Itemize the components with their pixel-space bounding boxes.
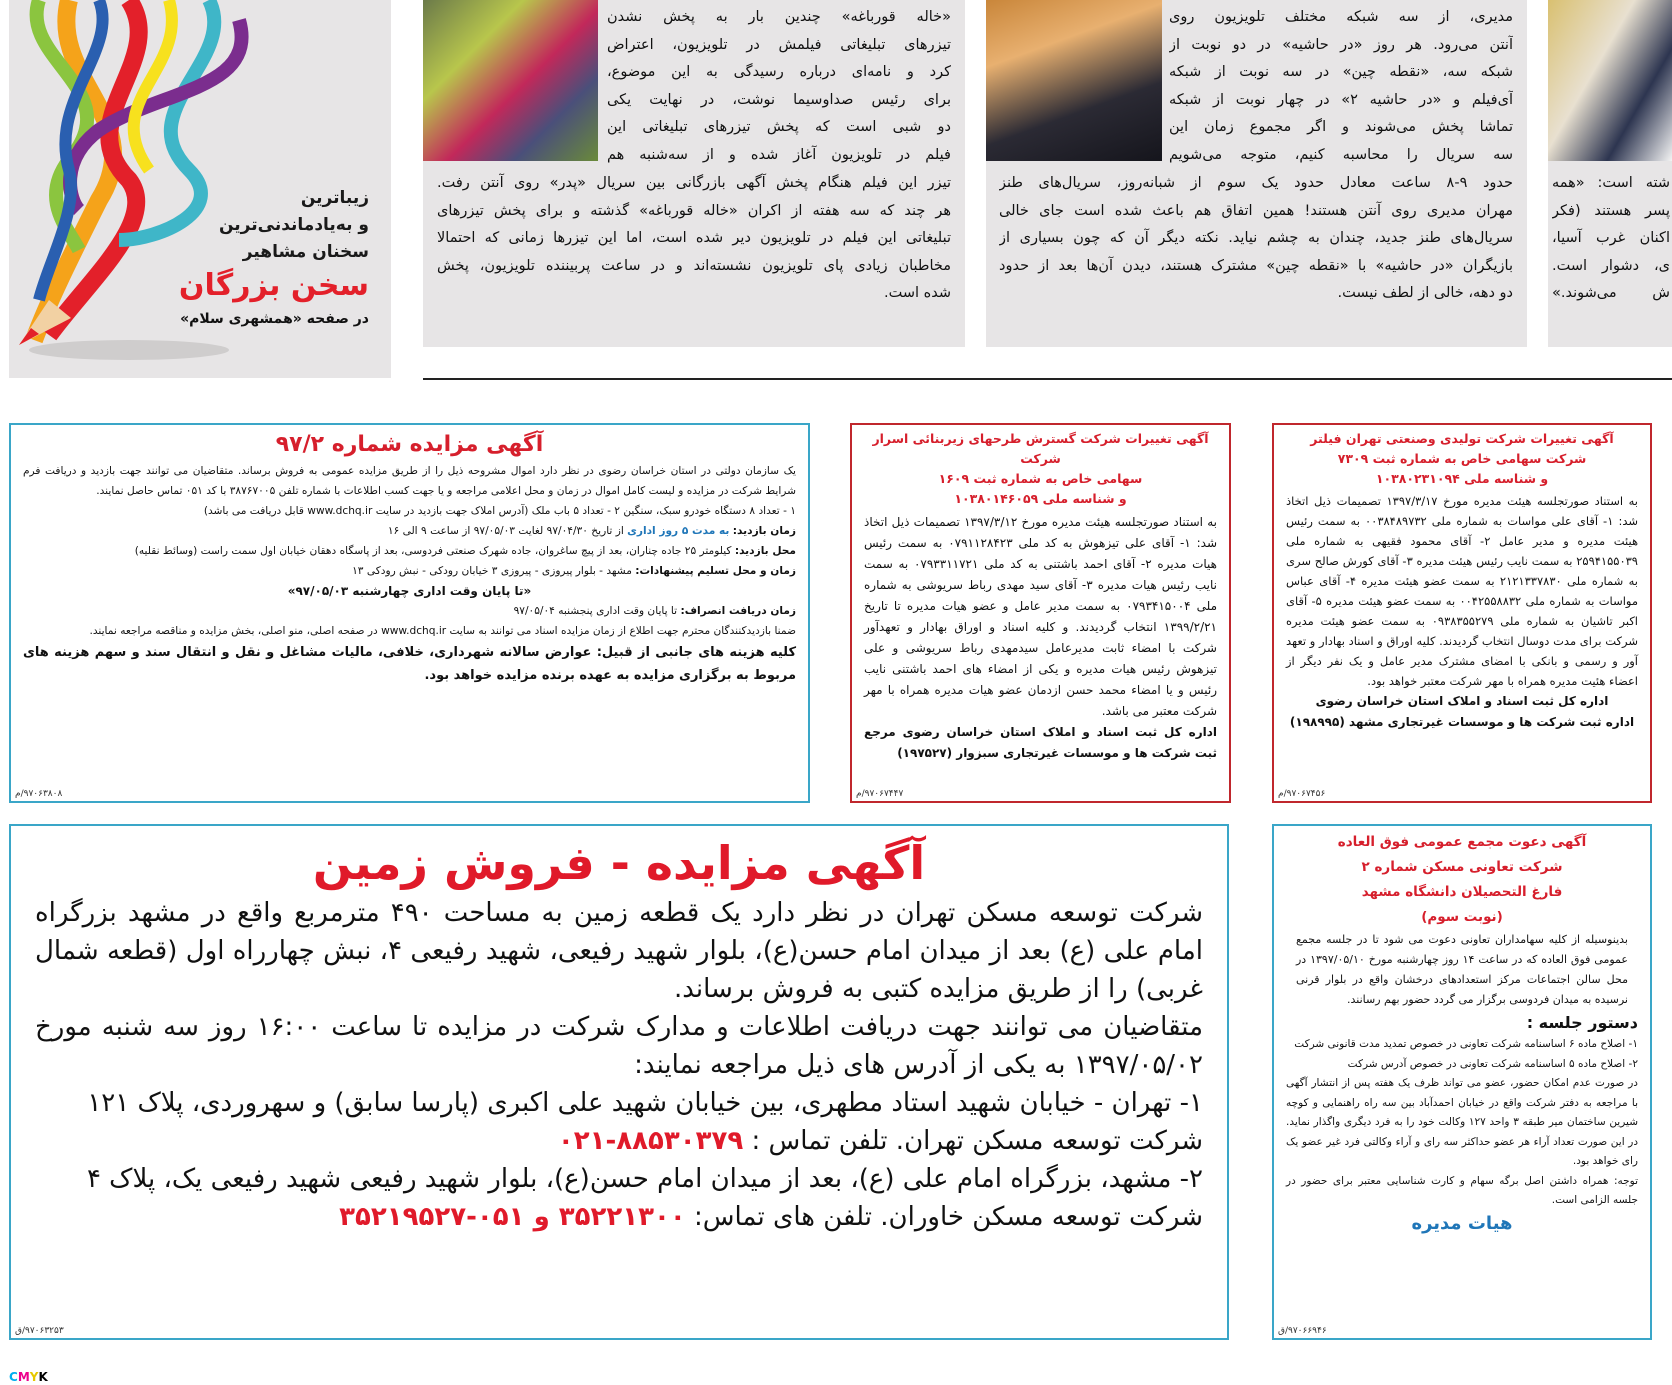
article-line: برای رئیس صداوسیما نوشت، در نهایت یکی	[607, 91, 951, 108]
article-line: مهران مدیری روی آنتن هستند! همین اتفاق هم باعث شده است جای خالی	[999, 202, 1513, 219]
promo-brand: سخن بزرگان	[178, 268, 369, 303]
text-block	[1552, 170, 1670, 308]
text-block	[437, 170, 951, 280]
article-line: تیزر این فیلم هنگام پخش آگهی بازرگانی بین سریال «پدر» روی آنتن رفت.	[437, 175, 951, 191]
value: تا پایان وقت اداری پنجشنبه ۹۷/۰۵/۰۴	[513, 605, 678, 617]
ad-title-line: سهامی خاص به شماره ثبت ۱۶۰۹	[938, 471, 1143, 486]
article-line: شبکه سه، «نقطه چین» در سه نوبت از شبکه	[1169, 64, 1513, 81]
ad-paragraph: متقاضیان می توانند جهت دریافت اطلاعات و مدارک شرکت در مزایده تا ساعت ۱۶:۰۰ روز سه شنبه مورخ ۱۳۹۷/۰۵/۰۲ به یکی از آدرس های ذیل مراجعه نمایند:	[35, 1012, 1203, 1080]
phone-number: ۰۲۱-۸۸۵۳۰۳۷۹	[557, 1126, 744, 1156]
ad-code: ۹۷۰۶۳۸۰۸/م	[15, 789, 63, 799]
ad-paragraph: شرکت توسعه مسکن تهران در نظر دارد یک قطعه زمین به مساحت ۴۹۰ مترمربع واقع در مشهد بزرگراه امام علی (ع) بعد از میدان امام حسن(ع)، بلوار شهید رفیعی، شهید رفیعی ۴، نبش چهارراه اول (قطعه شمال غربی) را از طریق مزایده کتبی به فروش برساند.	[35, 898, 1203, 1004]
article-line: حدود ۹-۸ ساعت معادل حدود یک سوم از شبانه‌روز، سریال‌های طنز	[999, 175, 1513, 191]
promo-line: و به‌یادماندنی‌ترین	[218, 215, 369, 235]
label: زمان دریافت انصراف:	[680, 605, 796, 617]
article-photo-portrait	[986, 0, 1162, 161]
ad-title-line: شرکت تعاونی مسکن شماره ۲	[1361, 859, 1563, 875]
ad-land-auction	[9, 824, 1229, 1340]
ad-title-line: آگهی تغییرات شرکت تولیدی وصنعتی تهران فیلتر	[1310, 431, 1614, 446]
ad-company-changes-tehran-filter	[1272, 423, 1652, 803]
black-mark: K	[38, 1370, 48, 1384]
yellow-mark: Y	[29, 1370, 39, 1384]
promo-text	[179, 185, 369, 332]
ad-footer-line: اداره ثبت شرکت ها و موسسات غیرتجاری مشهد (۱۹۸۹۹۵)	[1289, 715, 1635, 729]
cyan-mark: C	[9, 1370, 18, 1384]
article-photo-frogs	[423, 0, 598, 161]
ad-costs: کلیه هزینه های جانبی از قبیل: عوارض سالانه شهرداری، خلافی، مالیات مشاغل و نقل و انتقال سند و سهم هزینه های مربوط به برگزاری مزایده به عهده برنده مزایده خواهد بود.	[23, 645, 796, 683]
text-block	[1286, 1035, 1638, 1211]
promo-line: زیباترین	[300, 188, 369, 208]
ad-company-changes-sabzevar	[850, 423, 1231, 803]
ad-address: ۲- مشهد، بزرگراه امام علی (ع)، بعد از میدان امام حسن(ع)، بلوار شهید رفیعی شهید رفیعی یک، پلاک ۴	[86, 1164, 1203, 1194]
text-block	[607, 4, 951, 170]
article-line: سریال‌های طنز جدید، چندان به چشم نیاید. نکته دیگر آن که چون بسیاری از	[999, 230, 1513, 247]
ad-note: ضمنا بازدیدکنندگان محترم جهت اطلاع از زمان مزایده اسناد می توانند به سایت www.dchq.ir در صفحه اصلی، منو اصلی، بخش مزایده و مناقصه مراجعه نمایند.	[89, 625, 796, 637]
article-photo-cartoon	[1548, 0, 1672, 161]
article-line: فیلم در تلویزیون آغاز شده و از سه‌شنبه هم	[607, 146, 951, 163]
article-line: تیزرهای تبلیغاتی فیلمش در تلویزیون، اعتراض	[607, 36, 951, 53]
ad-intro: یک سازمان دولتی در استان خراسان رضوی در نظر دارد اموال مشروحه ذیل را از طریق مزایده عمومی به فروش برساند. متقاضیان می توانند جهت بازدید و دریافت فرم شرایط شرکت در مزایده و لیست کامل اموال در زمان و محل اعلامی مراجعه و یا جهت کسب اطلاعات با شماره تلفن ۳۸۷۶۷۰۰۵ با کد ۰۵۱ تماس حاصل نمایند.	[23, 465, 796, 497]
contact-label: شرکت توسعه مسکن خاوران. تلفن های تماس:	[694, 1202, 1203, 1232]
article-line: دو دهه، خالی از لطف نیست.	[1337, 285, 1513, 301]
article-line: پسر هستند (فکر	[1552, 202, 1670, 219]
promo-footer: در صفحه «همشهری سلام»	[180, 311, 369, 327]
text-block	[1286, 429, 1638, 489]
agenda-item: توجه: همراه داشتن اصل برگه سهام و کارت شناسایی معتبر برای حضور در جلسه الزامی است.	[1286, 1174, 1638, 1206]
label: زمان و محل تسلیم پیشنهادات:	[635, 565, 796, 577]
article-line: «خاله قورباغه» چندین بار به پخش نشدن	[607, 9, 951, 25]
text-block	[1286, 691, 1638, 733]
article-line: شده است.	[884, 285, 951, 301]
ad-items: ۱ - تعداد ۸ دستگاه خودرو سبک، سنگین ۲ - تعداد ۵ باب ملک (آدرس املاک جهت بازدید در سایت www.dchq.ir قابل دریافت می باشد)	[203, 505, 796, 517]
text-block	[1286, 830, 1638, 930]
article-line: ش می‌شوند.»	[1552, 285, 1670, 302]
article-line: تماشا پخش می‌شوند و اگر مجموع زمان این	[1169, 119, 1513, 136]
ad-title-line: شرکت سهامی خاص به شماره ثبت ۷۳۰۹	[1337, 451, 1587, 466]
label: محل بازدید:	[734, 545, 796, 557]
ad-auction-97-2	[9, 423, 810, 803]
ad-title: آگهی مزایده شماره ۹۷/۲	[275, 432, 544, 457]
article-line: دو شبی است که پخش تیزرهای تبلیغاتی این	[607, 119, 951, 136]
article-line: آنتن می‌رود. هر روز «در حاشیه» در دو نوبت از	[1169, 36, 1513, 53]
text-block	[179, 185, 369, 266]
article-khaleh-ghorbagheh	[423, 0, 965, 347]
article-line: تبلیغاتی این فیلم در تلویزیون دیر شده است، اما این تیزرها زمانی که احتمالا	[437, 230, 951, 247]
text-block	[999, 170, 1513, 280]
ad-deadline: «تا پایان وقت اداری چهارشنبه ۹۷/۰۵/۰۳»	[287, 584, 532, 598]
text-block	[864, 429, 1217, 509]
ad-body: بدینوسیله از کلیه سهامداران تعاونی دعوت می شود تا در جلسه مجمع عمومی فوق العاده که در ساعت ۱۴ روز چهارشنبه مورخ ۱۳۹۷/۰۵/۱۰ در محل سالن اجتماعات مرکز استعدادهای درخشان واقع در بلوار قرنی نرسیده به میدان فردوسی برگزار می گردد حضور بهم رسانند.	[1296, 933, 1628, 1006]
agenda-item: در صورت عدم امکان حضور، عضو می تواند ظرف یک هفته پس از انتشار آگهی با مراجعه به دفتر شرکت واقع در خیابان احمدآباد بین سه راه راهنمایی و کوچه شیرین ساختمان میر طبقه ۳ واحد ۱۲۷ وکالت خود را به فرد دیگری واگذار نماید. در این صورت تعداد آراء هر عضو حداکثر سه رای و آراء وکالتی فرد غیر عضو یک رای خواهد بود.	[1286, 1077, 1638, 1167]
ad-code: ۹۷۰۶۶۹۴۶/ق	[1278, 1326, 1327, 1336]
article-line: آی‌فیلم و «در حاشیه ۲» در چهار نوبت از شبکه	[1169, 91, 1513, 108]
article-line: مدیری، از سه شبکه مختلف تلویزیون روی	[1169, 9, 1513, 25]
article-line: کرد و نامه‌ای درباره رسیدگی به این موضوع،	[607, 64, 951, 81]
value: مشهد - بلوار پیروزی - پیروزی ۳ خیابان رودکی - نبش رودکی ۱۳	[352, 565, 632, 577]
magenta-mark: M	[17, 1370, 30, 1384]
ad-footer: اداره کل ثبت اسناد و املاک استان خراسان رضوی مرجع ثبت شرکت ها و موسسات غیرتجاری سبزوار (۱۹۷۵۲۷)	[864, 725, 1217, 760]
highlight: به مدت ۵ روز اداری	[627, 525, 730, 537]
article-line: ی، دشوار است.	[1552, 257, 1670, 274]
text-block	[1169, 4, 1513, 170]
promo-line: سخنان مشاهیر	[242, 242, 369, 262]
article-line: هر چند که سه هفته از اکران «خاله قورباغه» گذشته و برای پخش تیزرهای	[437, 202, 951, 219]
ad-title-line: آگهی تغییرات شرکت گسترش طرحهای زیربنائی اسرار شرکت	[872, 431, 1209, 466]
value: از تاریخ ۹۷/۰۴/۳۰ لغایت ۹۷/۰۵/۰۳ از ساعت ۹ الی ۱۶	[387, 525, 624, 537]
print-color-marks	[9, 1366, 48, 1385]
ad-footer-line: اداره کل ثبت اسناد و املاک استان خراسان رضوی	[1315, 694, 1609, 708]
article-mehran-modiri	[986, 0, 1527, 347]
article-line: مخاطبان زیادی پای تلویزیون نشسته‌اند و در ساعت پربیننده تلویزیون، پخش	[437, 257, 951, 274]
ad-title-line: و شناسه ملی ۱۰۳۸۰۲۳۱۰۹۴	[1375, 471, 1549, 486]
section-divider	[423, 378, 1672, 380]
contact-label: شرکت توسعه مسکن تهران. تلفن تماس :	[751, 1126, 1203, 1156]
ad-title-line: و شناسه ملی ۱۰۳۸۰۱۴۶۰۵۹	[954, 491, 1127, 506]
ad-signature: هیات مدیره	[1411, 1212, 1513, 1234]
article-partial	[1548, 0, 1672, 347]
agenda-item: ۲- اصلاح ماده ۵ اساسنامه شرکت تعاونی در خصوص آدرس شرکت	[1347, 1057, 1638, 1070]
article-line: اکنان غرب آسیا،	[1552, 230, 1670, 247]
ad-code: ۹۷۰۶۷۴۵۶/م	[1278, 789, 1326, 799]
ad-general-assembly-invite	[1272, 824, 1652, 1340]
ad-title-line: (نوبت سوم)	[1421, 909, 1503, 925]
promo-panel	[9, 0, 391, 378]
agenda-item: ۱- اصلاح ماده ۶ اساسنامه شرکت تعاونی در خصوص تمدید مدت قانونی شرکت	[1294, 1038, 1638, 1050]
ad-title-line: آگهی دعوت مجمع عمومی فوق العاده	[1337, 834, 1587, 850]
article-line: سه سریال را محاسبه کنیم، متوجه می‌شویم	[1169, 146, 1513, 163]
phone-numbers: ۳۵۲۲۱۳۰۰ و ۰۵۱-۳۵۲۱۹۵۲۷	[339, 1202, 686, 1232]
article-line: شته است: «همه	[1552, 175, 1670, 191]
value: کیلومتر ۲۵ جاده چناران، بعد از پیچ ساغروان، جاده شهرک صنعتی فردوسی، بعد از پاسگاه دهقان خیابان اول سمت راست (وسائط نقلیه)	[134, 545, 732, 557]
ad-address: ۱- تهران - خیابان شهید استاد مطهری، بین خیابان شهید علی اکبری (پارسا سابق) و سهروردی، پلاک ۱۲۱	[87, 1088, 1203, 1118]
agenda-title: دستور جلسه :	[1526, 1013, 1638, 1032]
ad-body: به استناد صورتجلسه هیئت مدیره مورخ ۱۳۹۷/۳/۱۷ تصمیمات ذیل اتخاذ شد: ۱- آقای علی مواسات به شماره ملی ۰۰۳۸۴۸۹۷۳۲ به سمت رئیس هیئت مدیره و مدیر عامل ۲- آقای محمود فقیهی به شماره ملی ۲۵۹۴۱۵۵۰۳۹ به سمت نایب رئیس هیئت مدیره ۳- آقای کورش صالح سری به شماره ملی ۲۱۲۱۳۳۷۸۳۰ به سمت عضو هیئت مدیره ۴- آقای عباس مواسات به شماره ملی ۰۰۴۲۵۵۸۸۳۲ به سمت عضو هیئت مدیره ۵- آقای اکبر تاشیان به شماره ملی ۰۹۳۸۳۵۵۲۷۹ به سمت عضو هیئت مدیره شرکت برای مدت دوسال انتخاب گردیدند. کلیه اوراق و اسناد بهادار و تعهد آور و رسمی و بانکی با امضای مشترک مدیر عامل و یک نفر دیگر از اعضاء هئیت مدیره همراه با مهر شرکت معتبر خواهد بود.	[1286, 494, 1639, 688]
ad-body: به استناد صورتجلسه هیئت مدیره مورخ ۱۳۹۷/۳/۱۲ تصمیمات ذیل اتخاذ شد: ۱- آقای علی تیزهوش به کد ملی ۰۷۹۱۱۲۸۴۲۳ به سمت رئیس هیات مدیره ۲- آقای احمد باشتنی به کد ملی ۰۷۹۳۳۱۱۷۲۱ به سمت نایب رئیس هیات مدیره ۳- آقای سید مهدی رباط سریوشی به شماره ملی ۰۷۹۳۴۱۵۰۰۴ به سمت مدیر عامل و عضو هیات مدیره تا تاریخ ۱۳۹۹/۲/۲۱ انتخاب گردیدند. و کلیه اسناد و اوراق بهادار و تعهدآور شرکت با امضاء ثابت مدیرعامل سیدمهدی رباط سریوشی و علی تیزهوش رئیس هیات مدیره و یکی از امضاء های احمد باشتنی نایب رئیس و یا امضاء محمد حسن ازدمان عضو هیات مدیره همراه با مهر شرکت معتبر می باشد.	[864, 515, 1218, 718]
ad-title: آگهی مزایده - فروش زمین	[312, 836, 926, 890]
ad-title-line: فارغ التحصیلان دانشگاه مشهد	[1361, 884, 1563, 900]
ad-code: ۹۷۰۶۳۲۵۳/ق	[15, 1326, 64, 1336]
article-line: بازیگران «در حاشیه» با «نقطه چین» مشترک هستند، دیدن آن‌ها بعد از حدود	[999, 257, 1513, 274]
label: زمان بازدید:	[732, 525, 796, 537]
ad-code: ۹۷۰۶۷۴۴۷/م	[856, 789, 904, 799]
